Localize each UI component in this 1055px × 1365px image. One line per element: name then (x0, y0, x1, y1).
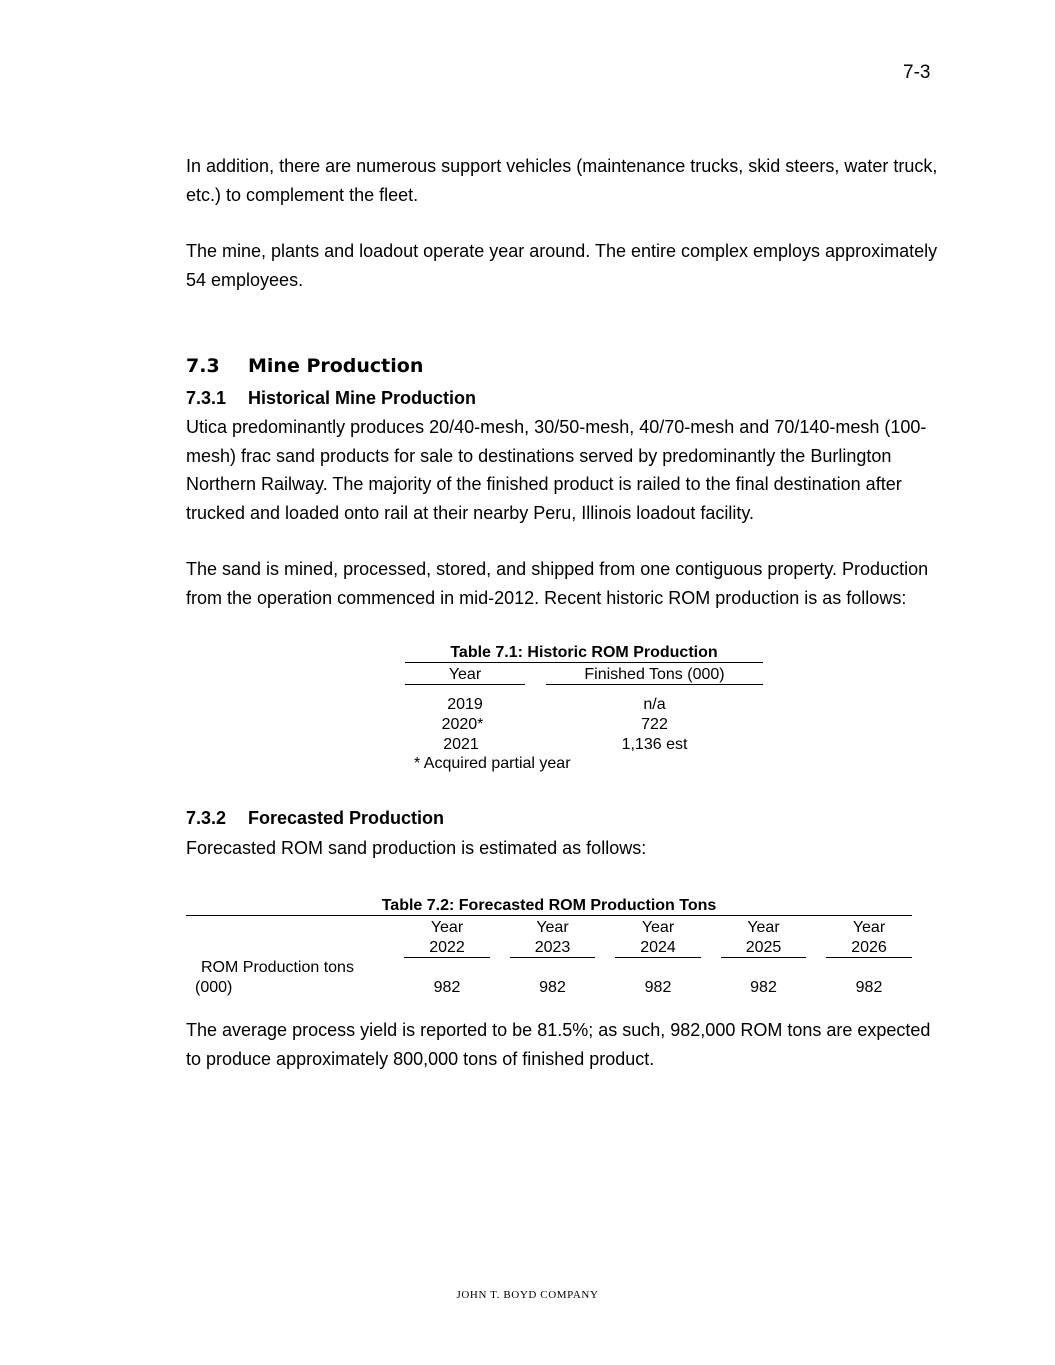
table-cell-tons: 1,136 est (621, 736, 688, 753)
column-header-label: Year (430, 919, 464, 936)
column-header-year: 2024 (640, 939, 676, 956)
header-rule (404, 957, 490, 958)
column-header-label: Year (747, 919, 780, 936)
column-header-year: 2025 (745, 939, 782, 956)
section-heading-7-3-2 (186, 808, 444, 829)
table-footnote: * Acquired partial year (414, 755, 571, 772)
column-header-year: 2023 (534, 939, 571, 956)
column-header-year: 2026 (851, 939, 887, 956)
paragraph-forecast-intro: Forecasted ROM sand production is estimated as follows: (186, 838, 647, 858)
paragraph-operations: The mine, plants and loadout operate year around. The entire complex employs approximately 54 employees. (186, 241, 938, 290)
table-top-rule (405, 662, 763, 663)
column-header-year: 2022 (429, 939, 465, 956)
footer-company: JOHN T. BOYD COMPANY (456, 1289, 599, 1301)
header-rule (721, 957, 806, 958)
subsection-title: Historical Mine Production (248, 388, 477, 408)
table-cell-value: 982 (539, 979, 566, 996)
column-header-label: Year (536, 919, 569, 936)
table-cell-year: 2019 (447, 696, 483, 713)
column-header-year: Year (448, 666, 482, 683)
page-number: 7-3 (903, 62, 931, 83)
row-label: ROM Production tons (201, 959, 354, 976)
row-label-unit: (000) (195, 979, 233, 996)
section-heading-7-3-1 (186, 388, 476, 409)
header-rule (510, 957, 595, 958)
subsection-number: 7.3.2 (186, 808, 227, 828)
paragraph-products: Utica predominantly produces 20/40-mesh, 30/50-mesh, 40/70-mesh and 70/140-mesh (100-mesh) frac sand products for sale to destinations served by predominantly the Burlington Northern Railway. The majority of the finished product is railed to the final destination after trucked and loaded onto rail at their nearby Peru, Illinois loadout facility. (186, 417, 927, 523)
table-top-rule (186, 915, 912, 916)
section-number: 7.3 (186, 355, 220, 377)
column-header-label: Year (852, 919, 886, 936)
paragraph-support-vehicles: In addition, there are numerous support vehicles (maintenance trucks, skid steers, water truck, etc.) to complement the fleet. (186, 156, 938, 205)
table-caption: Table 7.2: Forecasted ROM Production Tons (381, 897, 717, 914)
table-cell-year: 2020* (441, 716, 484, 733)
header-rule-year (405, 684, 525, 685)
section-heading-7-3 (186, 355, 423, 377)
table-cell-tons: n/a (643, 696, 666, 713)
subsection-number: 7.3.1 (186, 388, 227, 408)
subsection-title: Forecasted Production (248, 808, 445, 828)
table-cell-value: 982 (855, 979, 883, 996)
section-title: Mine Production (248, 355, 424, 377)
paragraph-process-yield: The average process yield is reported to be 81.5%; as such, 982,000 ROM tons are expected to produce approximately 800,000 tons of finished product. (186, 1020, 931, 1069)
table-cell-value: 982 (750, 979, 777, 996)
table-cell-year: 2021 (443, 736, 479, 753)
paragraph-property: The sand is mined, processed, stored, and shipped from one contiguous property. Production from the operation commenced in mid-2012. Recent historic ROM production is as follows: (186, 559, 929, 608)
table-cell-value: 982 (644, 979, 672, 996)
header-rule-tons (546, 684, 763, 685)
table-cell-value: 982 (433, 979, 461, 996)
table-cell-tons: 722 (641, 716, 668, 733)
column-header-tons: Finished Tons (000) (584, 666, 725, 683)
header-rule (615, 957, 701, 958)
column-header-label: Year (641, 919, 675, 936)
header-rule (826, 957, 912, 958)
table-caption: Table 7.1: Historic ROM Production (450, 644, 718, 661)
